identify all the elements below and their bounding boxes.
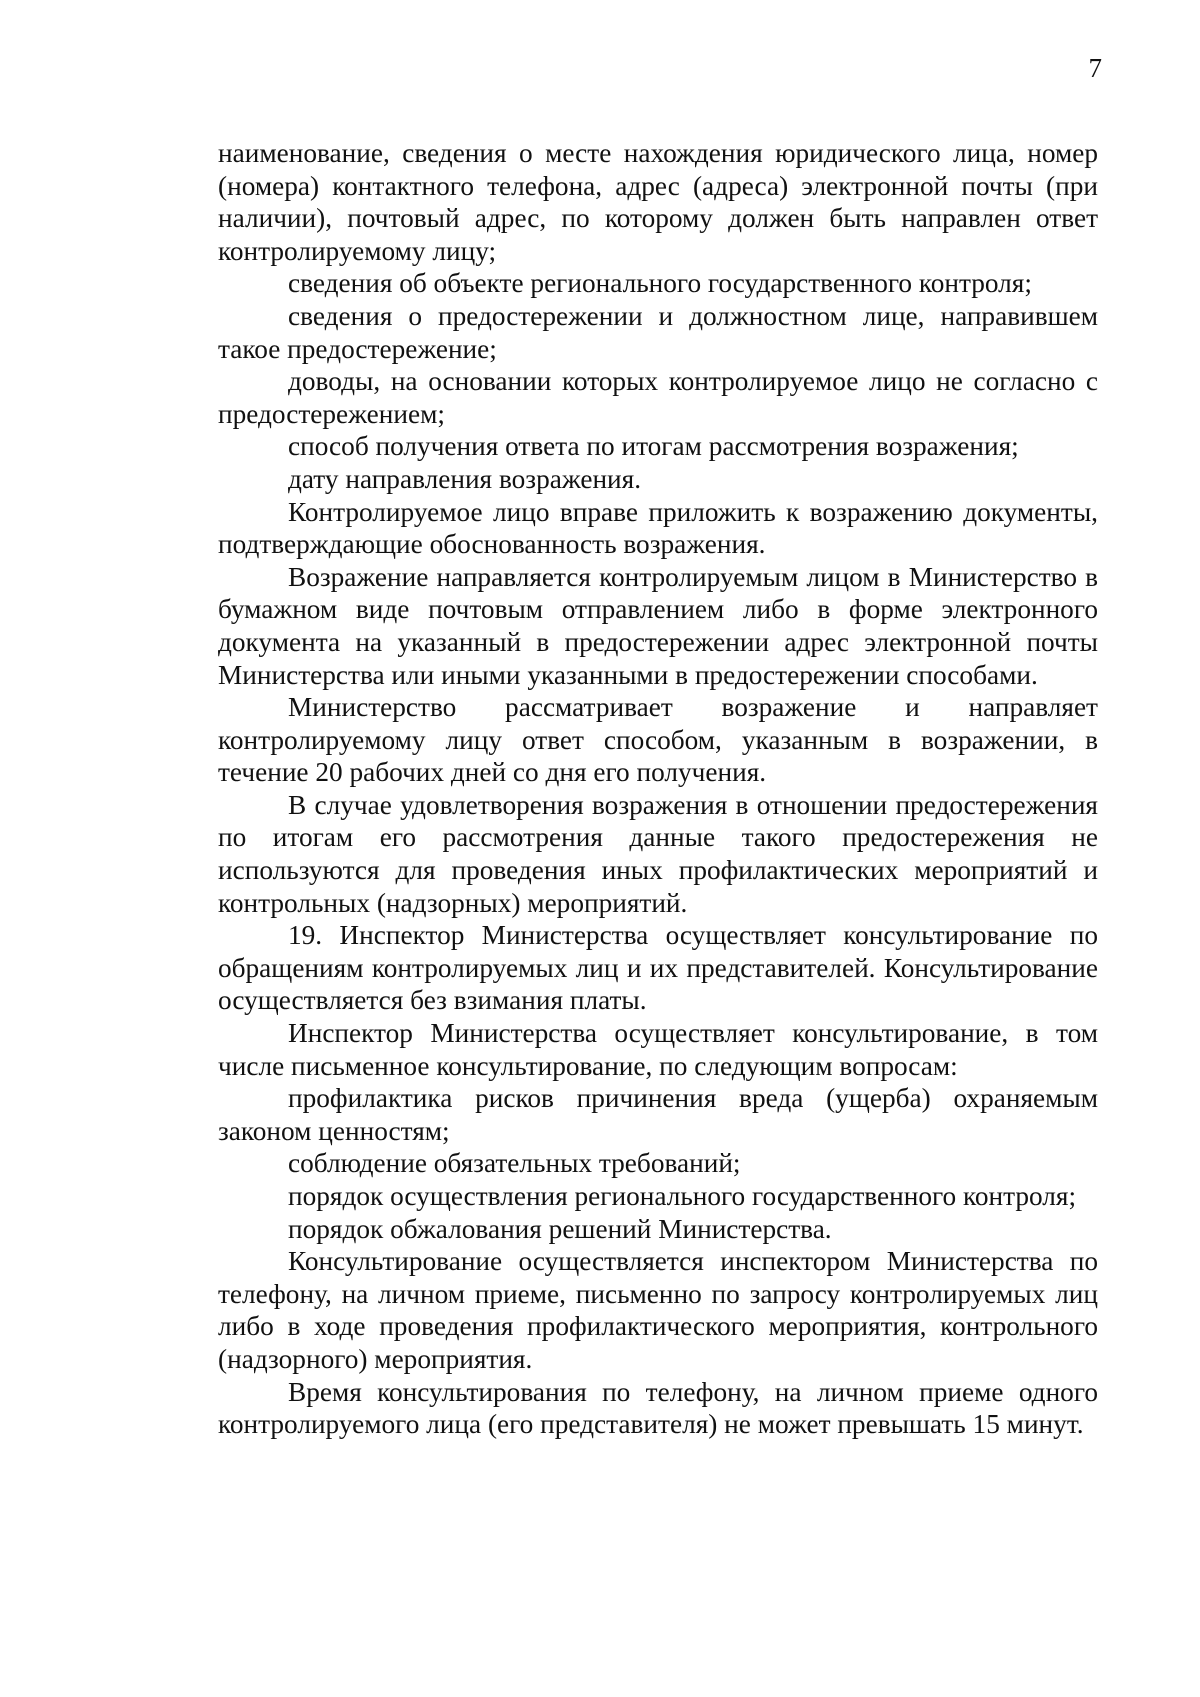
paragraph: В случае удовлетворения возражения в отношении предостережения по итогам его рассмотрения данные такого предостережения не используются для проведения иных профилактических мероприятий и контрольных (надзорных) мероприятий. <box>218 789 1098 918</box>
paragraph: Контролируемое лицо вправе приложить к возражению документы, подтверждающие обоснованность возражения. <box>218 496 1098 560</box>
paragraph: сведения о предостережении и должностном лице, направившем такое предостережение; <box>218 300 1098 364</box>
paragraph: профилактика рисков причинения вреда (ущерба) охраняемым законом ценностям; <box>218 1083 1098 1146</box>
paragraph: наименование, сведения о месте нахождения юридического лица, номер (номера) контактного телефона, адрес (адреса) электронной почты (при наличии), почтовый адрес, по которому должен быть направлен ответ контролируемому лицу; <box>218 138 1098 266</box>
paragraph: Министерство рассматривает возражение и направляет контролируемому лицу ответ способом, указанным в возражении, в течение 20 рабочих дней со дня его получения. <box>218 692 1098 788</box>
paragraph: дату направления возражения. <box>288 463 642 494</box>
paragraph: Инспектор Министерства осуществляет консультирование, в том числе письменное консультирование, по следующим вопросам: <box>218 1018 1098 1081</box>
paragraph: способ получения ответа по итогам рассмотрения возражения; <box>288 431 1019 462</box>
paragraph: Консультирование осуществляется инспектором Министерства по телефону, на личном приеме, письменно по запросу контролируемых лиц либо в ходе проведения профилактического мероприятия, контрольного (надзорного) мероприятия. <box>218 1246 1098 1374</box>
paragraph: соблюдение обязательных требований; <box>288 1148 741 1179</box>
document-body <box>218 137 1098 1441</box>
page-number: 7 <box>1088 53 1102 83</box>
paragraph: 19. Инспектор Министерства осуществляет консультирование по обращениям контролируемых лиц и их представителей. Консультирование осуществляется без взимания платы. <box>218 920 1098 1016</box>
paragraph: сведения об объекте регионального государственного контроля; <box>288 268 1032 299</box>
paragraph: Время консультирования по телефону, на личном приеме одного контролируемого лица (его представителя) не может превышать 15 минут. <box>218 1376 1098 1440</box>
paragraph: Возражение направляется контролируемым лицом в Министерство в бумажном виде почтовым отправлением либо в форме электронного документа на указанный в предостережении адрес электронной почты Министерства или иными указанными в предостережении способами. <box>218 561 1098 690</box>
paragraph: порядок осуществления регионального государственного контроля; <box>288 1181 1077 1211</box>
paragraph: доводы, на основании которых контролируемое лицо не согласно с предостережением; <box>218 366 1098 429</box>
paragraph: порядок обжалования решений Министерства. <box>288 1213 832 1244</box>
